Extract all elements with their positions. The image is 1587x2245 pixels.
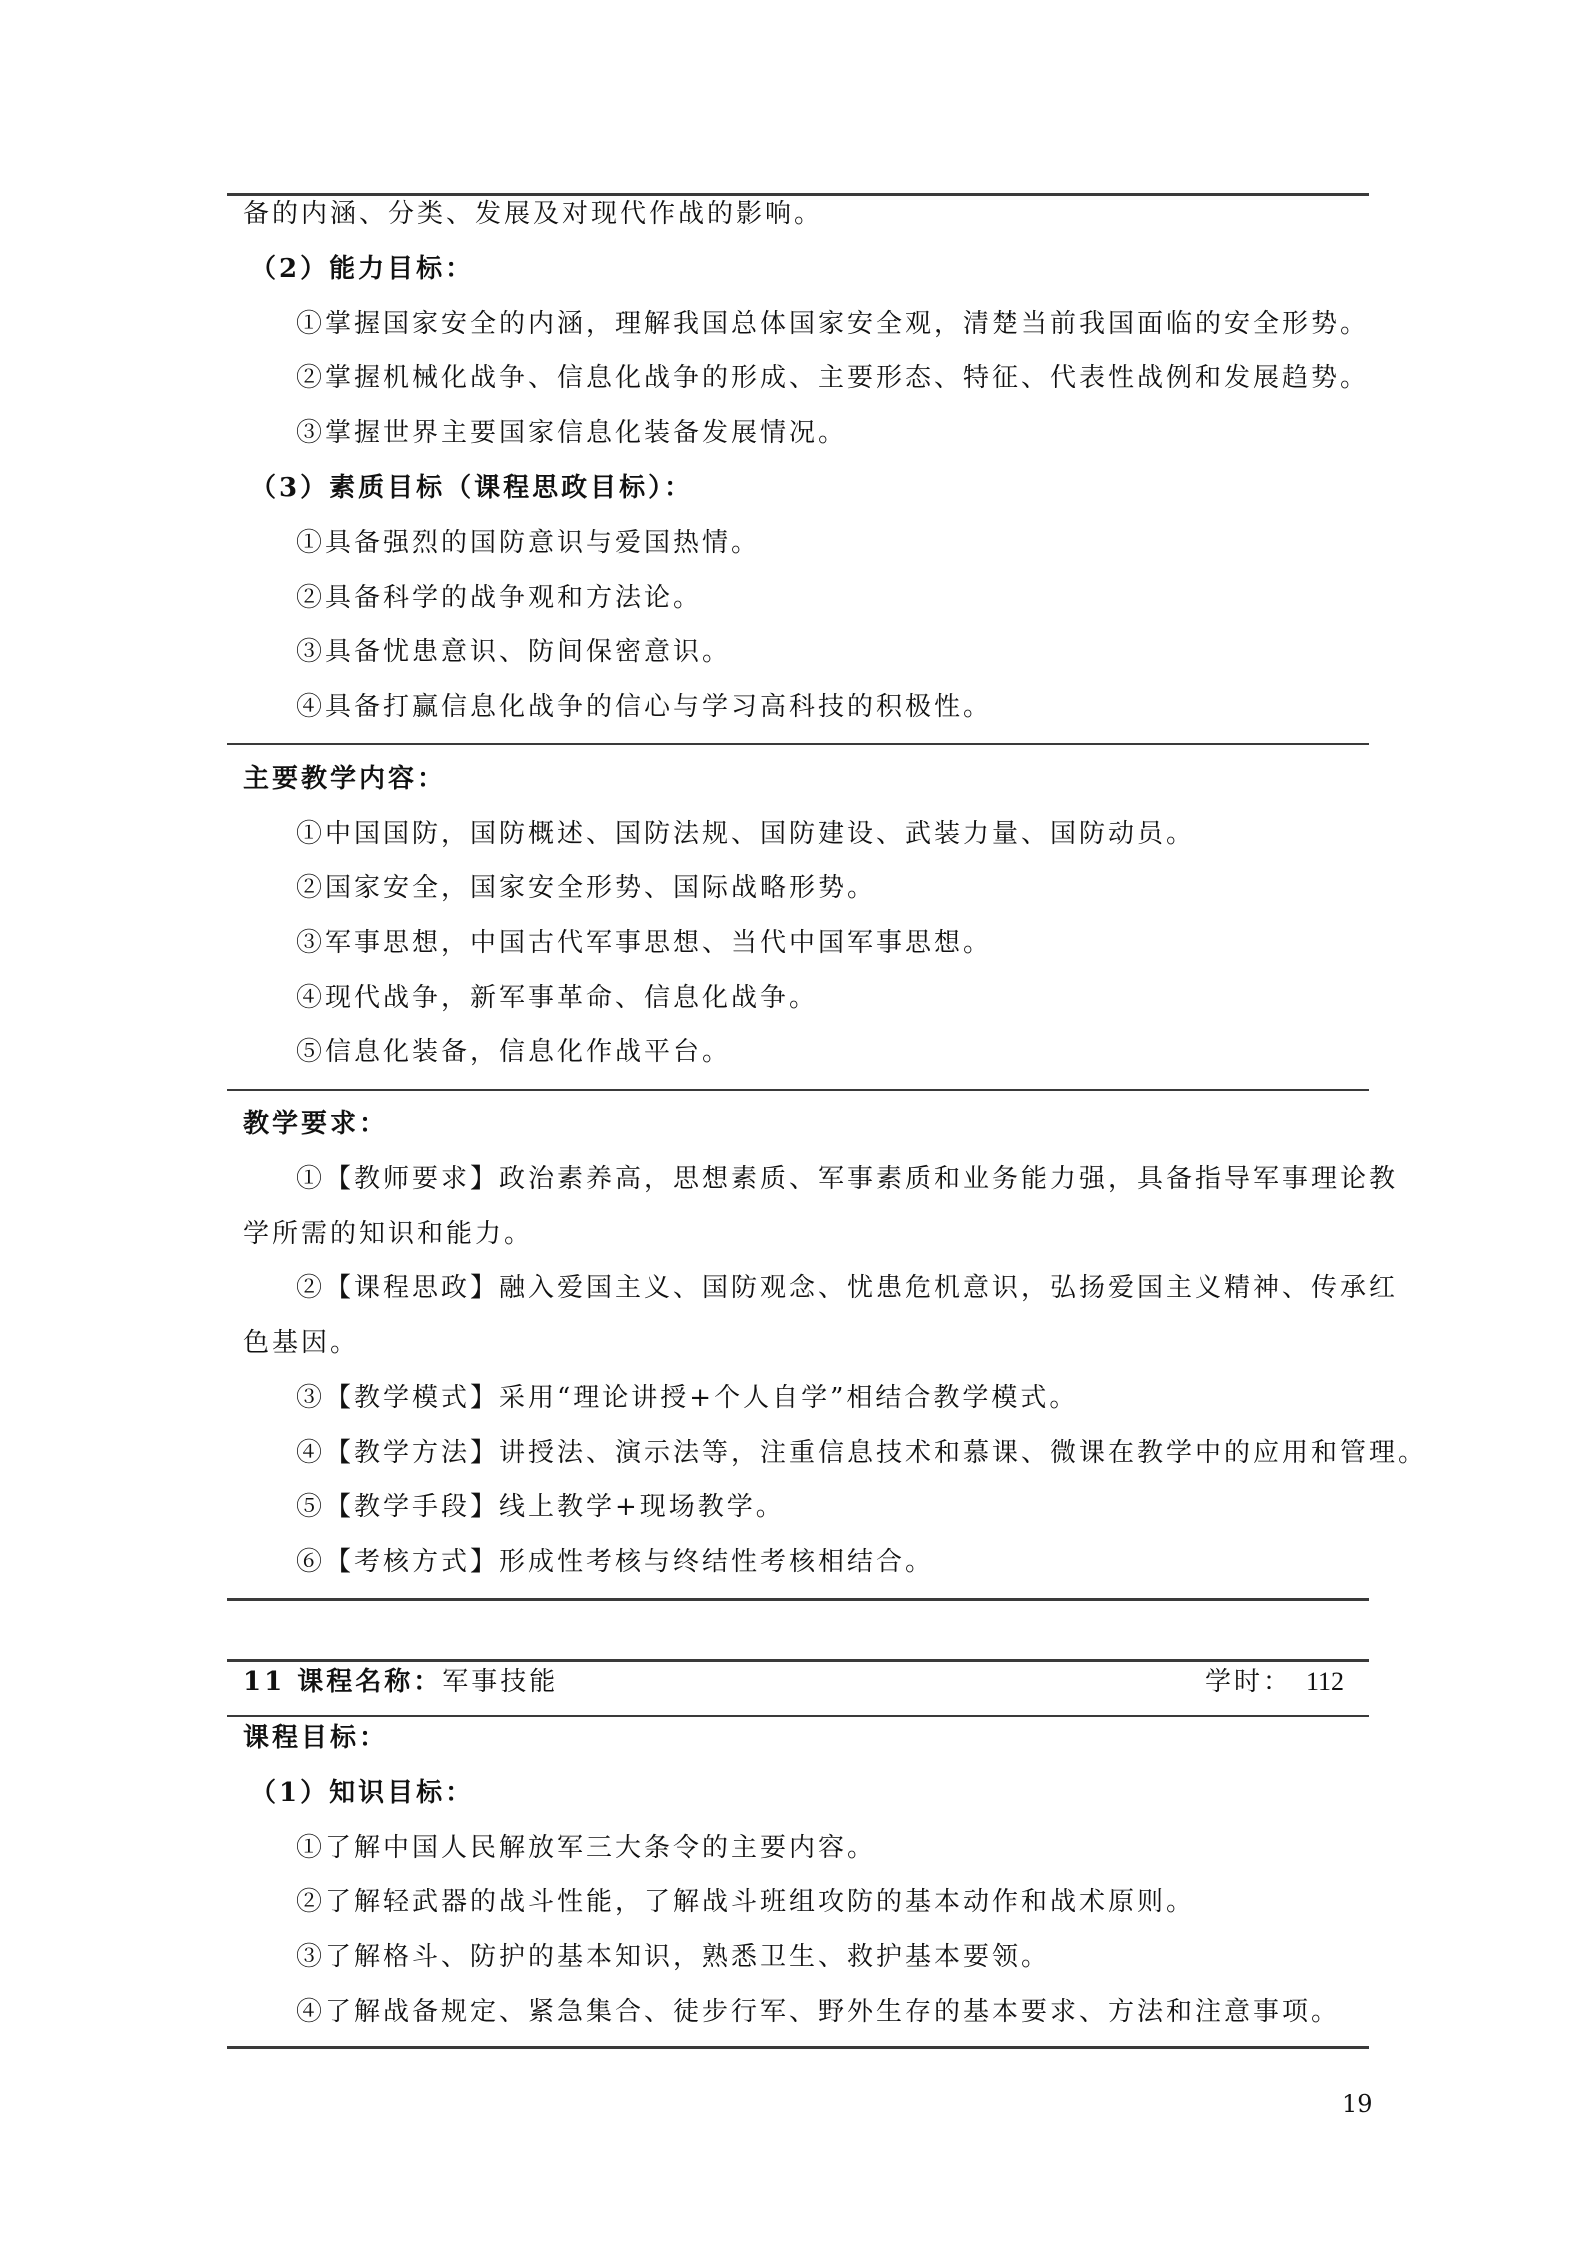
content-item: ③军事思想，中国古代军事思想、当代中国军事思想。 [296,928,993,958]
requirement-item: ⑤【教学手段】线上教学+现场教学。 [296,1492,785,1522]
table-top-rule [227,1659,1369,1662]
course-hours [1205,1664,1344,1700]
table-bottom-rule [227,2046,1369,2049]
ability-item: ③掌握世界主要国家信息化装备发展情况。 [296,418,848,448]
page-number: 19 [1342,2090,1373,2118]
requirement-item-continued: 色基因。 [243,1328,360,1358]
course-hours-label: 学时： [1205,1667,1293,1697]
content-item: ⑤信息化装备，信息化作战平台。 [296,1037,732,1067]
requirement-item: ②【课程思政】融入爱国主义、国防观念、忧患危机意识，弘扬爱国主义精神、传承红 [296,1273,1399,1303]
knowledge-item: ③了解格斗、防护的基本知识，熟悉卫生、救护基本要领。 [296,1942,1051,1972]
ability-item: ②掌握机械化战争、信息化战争的形成、主要形态、特征、代表性战例和发展趋势。 [296,363,1370,393]
intro-tail-text: 备的内涵、分类、发展及对现代作战的影响。 [243,199,824,229]
quality-item: ②具备科学的战争观和方法论。 [296,583,703,613]
knowledge-item: ①了解中国人民解放军三大条令的主要内容。 [296,1833,877,1863]
course-title-row [243,1664,558,1700]
knowledge-item: ②了解轻武器的战斗性能，了解战斗班组攻防的基本动作和战术原则。 [296,1887,1196,1917]
course-goals-heading: 课程目标： [243,1723,389,1753]
requirements-heading: 教学要求： [243,1109,389,1139]
knowledge-item: ④了解战备规定、紧急集合、徒步行军、野外生存的基本要求、方法和注意事项。 [296,1997,1341,2027]
requirement-item: ①【教师要求】政治素养高，思想素质、军事素质和业务能力强，具备指导军事理论教 [296,1164,1399,1194]
requirement-item-continued: 学所需的知识和能力。 [243,1219,534,1249]
knowledge-goals-heading: （1）知识目标： [250,1778,475,1808]
requirement-item: ⑥【考核方式】形成性考核与终结性考核相结合。 [296,1547,935,1577]
quality-item: ④具备打赢信息化战争的信心与学习高科技的积极性。 [296,692,993,722]
ability-goals-heading: （2）能力目标： [250,254,475,284]
course-title-value: 军事技能 [442,1667,559,1697]
table-bottom-rule [227,1598,1369,1601]
content-item: ①中国国防，国防概述、国防法规、国防建设、武装力量、国防动员。 [296,819,1196,849]
quality-item: ①具备强烈的国防意识与爱国热情。 [296,528,761,558]
content-item: ②国家安全，国家安全形势、国际战略形势。 [296,873,877,903]
ability-item: ①掌握国家安全的内涵，理解我国总体国家安全观，清楚当前我国面临的安全形势。 [296,309,1370,339]
content-item: ④现代战争，新军事革命、信息化战争。 [296,983,819,1013]
section-divider [227,1089,1369,1091]
requirement-item: ③【教学模式】采用“理论讲授+个人自学”相结合教学模式。 [296,1383,1079,1413]
section-divider [227,743,1369,745]
quality-item: ③具备忧患意识、防间保密意识。 [296,637,732,667]
course-hours-value: 112 [1306,1667,1345,1696]
main-content-heading: 主要教学内容： [243,764,447,794]
section-divider [227,1715,1369,1717]
course-title-label: 11 课程名称： [243,1667,443,1697]
quality-goals-heading: （3）素质目标（课程思政目标）： [250,473,694,503]
requirement-item: ④【教学方法】讲授法、演示法等，注重信息技术和慕课、微课在教学中的应用和管理。 [296,1438,1428,1468]
